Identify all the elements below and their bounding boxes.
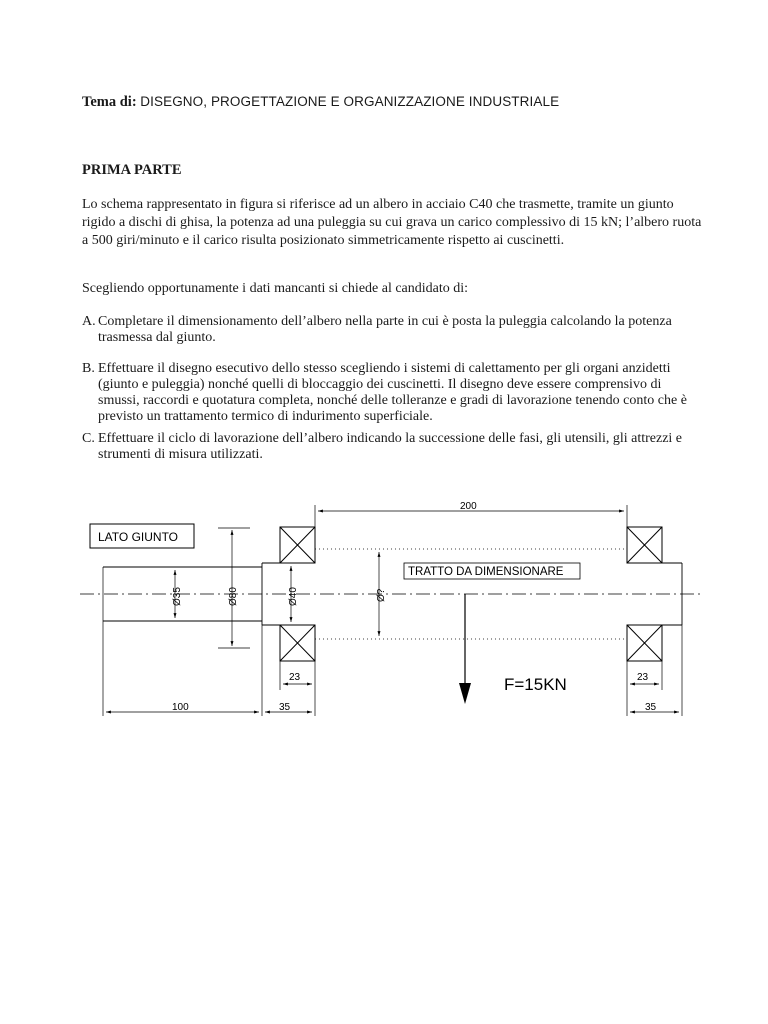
lato-giunto-label [90,524,194,548]
task-list-item-c [82,431,702,467]
diameter-40 [288,566,299,622]
exam-title-label: Tema di: [82,94,137,110]
intro-paragraph: Lo schema rappresentato in figura si riferisce ad un albero in acciaio C40 che trasmette, tramite un giunto rigido a dischi di ghisa, la potenza ad una puleggia su cui grava un carico complessivo di 15 kN; l’albero ruota a 500 giri/minuto e il carico risulta posizionato simmetricamente rispetto ai cuscinetti. [82,197,702,248]
dimension-35-left-text: 35 [279,702,291,713]
dimension-200-text: 200 [460,501,477,512]
tratto-label [404,563,580,579]
exam-title-subject: DISEGNO, PROGETTAZIONE E ORGANIZZAZIONE INDUSTRIALE [140,94,560,109]
section-heading: PRIMA PARTE [82,162,182,178]
task-letter: C. [82,431,95,446]
diameter-80-text: Ø80 [228,587,239,606]
instructions-paragraph: Scegliendo opportunamente i dati mancanti si chiede al candidato di: [82,281,469,296]
dimension-lines-bottom [103,567,682,716]
task-letter: A. [82,314,96,329]
diameter-80 [218,528,250,648]
diameter-35 [172,570,183,618]
lato-giunto-text: LATO GIUNTO [98,530,179,544]
dimension-100-text: 100 [172,702,189,713]
tratto-text: TRATTO DA DIMENSIONARE [408,566,564,578]
dimension-35-right-text: 35 [645,702,657,713]
force-label: F=15KN [504,675,567,694]
task-text: Effettuare il ciclo di lavorazione dell’albero indicando la successione delle fasi, gli utensili, gli attrezzi e strumenti di misura utilizzati. [98,431,683,462]
task-text: Completare il dimensionamento dell’albero nella parte in cui è posta la puleggia calcolando la potenza trasmessa dal giunto. [98,314,672,345]
diameter-unknown-text: Ø? [376,588,387,602]
task-text: Effettuare il disegno esecutivo dello stesso scegliendo i sistemi di calettamento per gli organi anzidetti (giunto e puleggia) nonché quelli di bloccaggio dei cuscinetti. Il disegno deve essere comprensivo di smussi, raccordi e quotatura completa, nonché delle tolleranze e gradi di lavorazione tenendo conto che è previsto un trattamento termico di indurimento superficiale. [98,361,687,424]
diameter-35-text: Ø35 [172,587,183,606]
task-letter: B. [82,361,95,376]
exam-title [82,94,559,111]
dimension-200 [315,501,627,527]
task-list-item-b [82,361,702,429]
diameter-unknown [376,552,387,636]
dimension-23-right-text: 23 [637,672,649,683]
shaft-drawing [0,490,768,730]
dimension-23-left-text: 23 [289,672,301,683]
diameter-40-text: Ø40 [288,587,299,606]
task-list-item-a [82,314,702,350]
load-arrow [459,594,471,704]
